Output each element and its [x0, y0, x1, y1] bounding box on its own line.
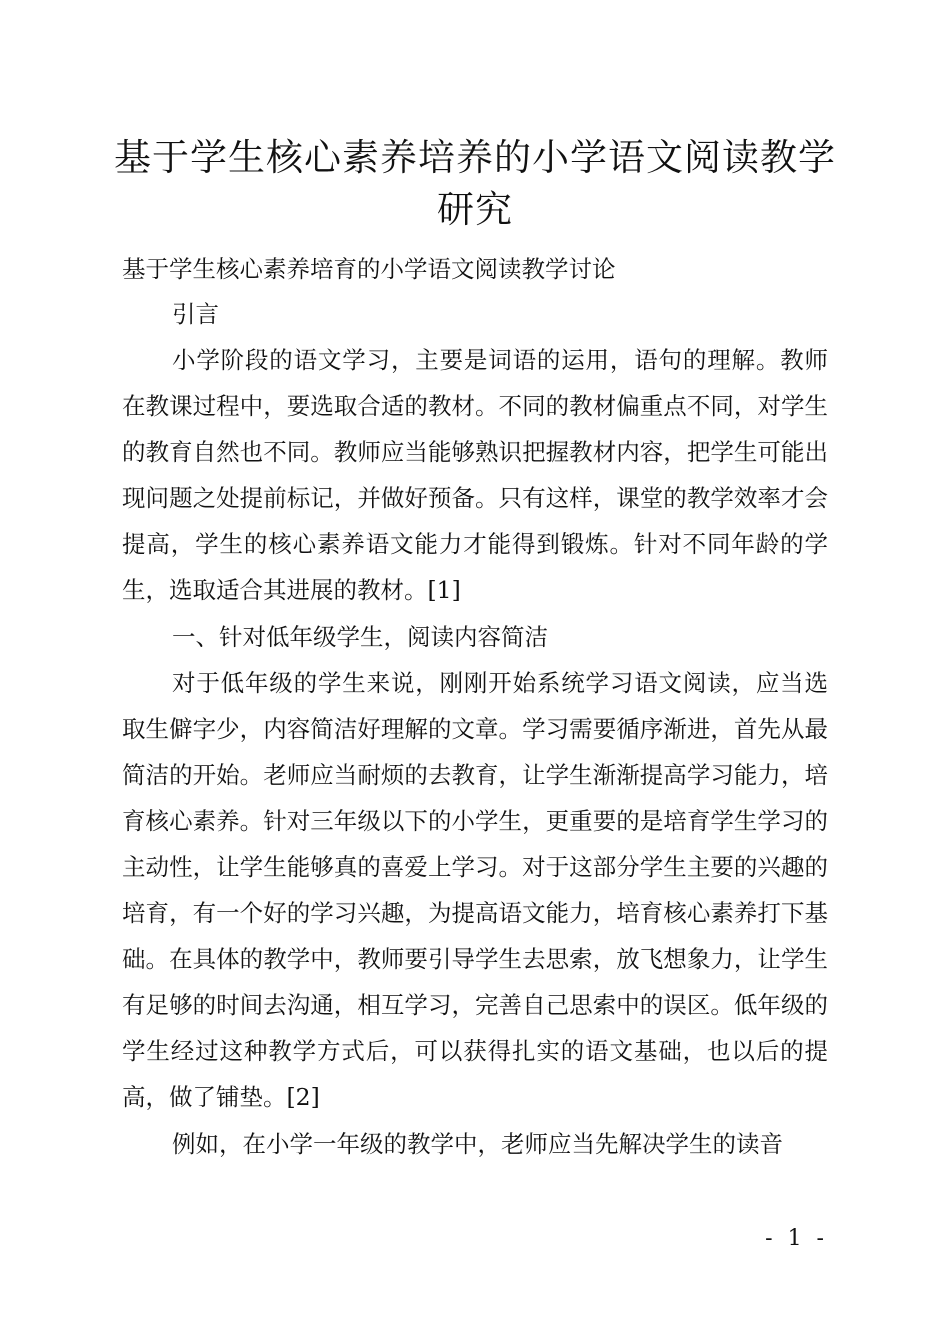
paragraph-2: 对于低年级的学生来说，刚刚开始系统学习语文阅读，应当选取生僻字少，内容简洁好理解的文章。学习需要循序渐进，首先从最简洁的开始。老师应当耐烦的去教育，让学生渐渐提高学习能力，培育核心素养。针对三年级以下的小学生，更重要的是培育学生学习的主动性，让学生能够真的喜爱上学习。对于这部分学生主要的兴趣的培育，有一个好的学习兴趣，为提高语文能力，培育核心素养打下基础。在具体的教学中，教师要引导学生去思索，放飞想象力，让学生有足够的时间去沟通，相互学习，完善自己思索中的误区。低年级的学生经过这种教学方式后，可以获得扎实的语文基础，也以后的提高，做了铺垫。[2] — [122, 669, 828, 1111]
document-subtitle: 基于学生核心素养培育的小学语文阅读教学讨论 — [122, 255, 616, 283]
section-1-heading: 一、针对低年级学生，阅读内容简洁 — [172, 623, 548, 651]
document-title: 基于学生核心素养培养的小学语文阅读教学研究 — [114, 136, 836, 231]
paragraph-3: 例如，在小学一年级的教学中，老师应当先解决学生的读音 — [172, 1130, 783, 1158]
page-number: - 1 - — [765, 1226, 828, 1251]
intro-heading: 引言 — [172, 300, 219, 328]
paragraph-1: 小学阶段的语文学习，主要是词语的运用，语句的理解。教师在教课过程中，要选取合适的教材。不同的教材偏重点不同，对学生的教育自然也不同。教师应当能够熟识把握教材内容，把学生可能出现问题之处提前标记，并做好预备。只有这样，课堂的教学效率才会提高，学生的核心素养语文能力才能得到锻炼。针对不同年龄的学生，选取适合其进展的教材。[1] — [122, 346, 828, 604]
